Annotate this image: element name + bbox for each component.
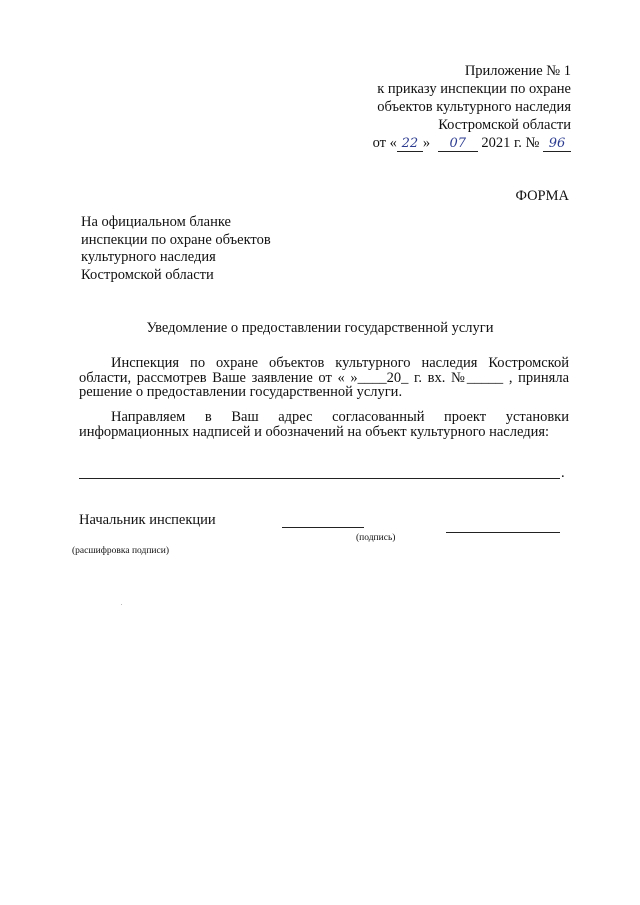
line-end-period: . <box>561 465 565 481</box>
object-name-blank-line <box>79 478 560 479</box>
letterhead-line-4: Костромской области <box>81 266 214 283</box>
handwritten-number: 96 <box>543 137 571 152</box>
date-year: 2021 г. № <box>481 135 540 151</box>
letterhead-line-1: На официальном бланке <box>81 214 231 230</box>
forma-label: ФОРМА <box>515 188 569 204</box>
appendix-line-4: Костромской области <box>438 117 571 133</box>
appendix-line-2: к приказу инспекции по охране <box>377 81 571 97</box>
signature-position: Начальник инспекции <box>79 512 216 528</box>
handwritten-day: 22 <box>397 137 423 152</box>
body-paragraph-1: Инспекция по охране объектов культурного наследия Костромской области, рассмотрев Ваше заявление от « »____20_ г. вх. №_____ , приняла решение о предоставлении государственной услуги. <box>79 355 569 400</box>
appendix-line-1: Приложение № 1 <box>464 63 571 79</box>
document-title: Уведомление о предоставлении государственной услуги <box>146 320 494 336</box>
body-paragraph-2: Направляем в Ваш адрес согласованный проект установки информационных надписей и обозначений на объект культурного наследия: <box>79 409 569 440</box>
handwritten-month: 07 <box>438 137 478 152</box>
decoding-caption: (расшифровка подписи) <box>72 546 169 556</box>
appendix-date-line <box>373 134 571 152</box>
signature-caption: (подпись) <box>356 533 396 543</box>
decoding-blank-line <box>446 532 560 533</box>
letterhead-line-2: инспекции по охране объектов <box>81 231 271 248</box>
appendix-line-3: объектов культурного наследия <box>377 99 571 115</box>
signature-blank-line <box>282 527 364 528</box>
letterhead-line-3: культурного наследия <box>81 249 216 265</box>
scan-speck <box>121 604 122 605</box>
letterhead-note <box>81 214 271 284</box>
date-mid: » <box>422 135 431 151</box>
date-prefix: от « <box>372 135 397 151</box>
